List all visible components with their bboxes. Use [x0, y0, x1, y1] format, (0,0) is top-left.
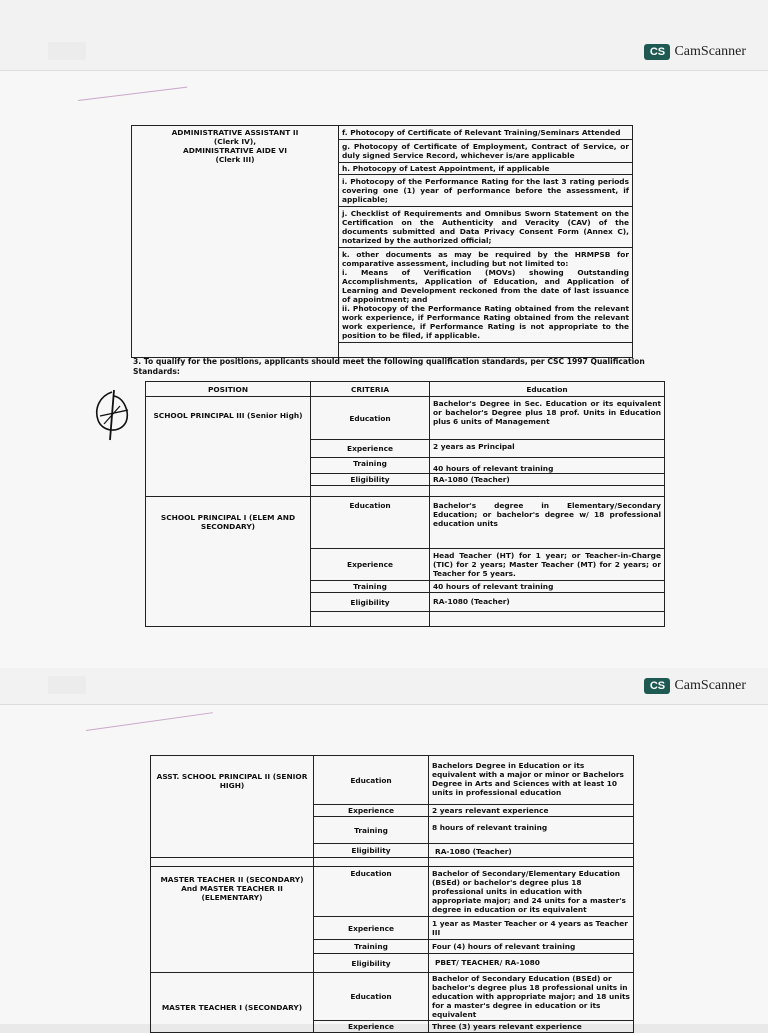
- criteria-name: Eligibility: [314, 844, 429, 858]
- position-name: SCHOOL PRINCIPAL III (Senior High): [153, 411, 303, 420]
- handwritten-signature-icon: [90, 388, 134, 442]
- criteria-name: Training: [311, 581, 430, 593]
- position-name: ASST. SCHOOL PRINCIPAL II (SENIOR HIGH): [156, 772, 308, 790]
- requirement-item: f. Photocopy of Certificate of Relevant Training/Seminars Attended: [339, 126, 633, 140]
- criteria-name: Eligibility: [311, 474, 430, 486]
- position-cell: [146, 497, 311, 627]
- criteria-value: Bachelor of Secondary/Elementary Education (BSEd) or bachelor's degree plus 18 professional units in education with appropriate major; and 24 units for a master's degree in education or its equivalent: [429, 867, 634, 917]
- criteria-name: Training: [314, 817, 429, 844]
- position-line: ADMINISTRATIVE AIDE VI: [183, 146, 287, 155]
- empty-cell: [430, 486, 665, 497]
- criteria-value: Three (3) years relevant experience: [429, 1021, 634, 1033]
- position-name: SCHOOL PRINCIPAL I (ELEM AND SECONDARY): [160, 513, 296, 531]
- criteria-value: 8 hours of relevant training: [429, 817, 634, 844]
- criteria-value: 2 years as Principal: [430, 440, 665, 458]
- criteria-name: Eligibility: [311, 593, 430, 612]
- criteria-name: Education: [311, 397, 430, 440]
- camscanner-brand: [644, 44, 746, 60]
- requirement-item: h. Photocopy of Latest Appointment, if applicable: [339, 163, 633, 175]
- requirement-item: k. other documents as may be required by the HRMPSB for comparative assessment, including but not limited to: i. Means of Verification (MOVs) showing Outstanding Accomplishments, Application of Education, and Application of Learning and Development reckoned from the date of last issuance of appointment; and ii. Photocopy of the Performance Rating obtained from the relevant work experience, if Performance Rating obtained from the relevant work experience, if Performance Rating is not appropriate to the position to be filed, if applicable.: [339, 248, 633, 343]
- requirement-item: j. Checklist of Requirements and Omnibus Sworn Statement on the Certification on the Authenticity and Veracity (CAV) of the documents submitted and Data Privacy Consent Form (Annex C), notarized by the authorized official;: [339, 207, 633, 248]
- position-cell: [146, 397, 311, 497]
- requirements-table: [131, 125, 633, 358]
- position-cell: [151, 756, 314, 858]
- camscanner-brand: [644, 678, 746, 694]
- empty-cell: [314, 858, 429, 867]
- criteria-value: 1 year as Master Teacher or 4 years as Teacher III: [429, 917, 634, 940]
- criteria-name: Eligibility: [314, 954, 429, 973]
- criteria-value: Bachelors Degree in Education or its equivalent with a major or minor or Bachelors Degree in Arts and Sciences with at least 10 units in professional education: [429, 756, 634, 805]
- scanner-header: [0, 668, 768, 705]
- positions-cell: [132, 126, 339, 358]
- criteria-value: PBET/ TEACHER/ RA-1080: [429, 954, 634, 973]
- column-header: CRITERIA: [311, 382, 430, 397]
- criteria-name: Experience: [314, 917, 429, 940]
- criteria-name: Experience: [311, 440, 430, 458]
- criteria-name: Education: [314, 867, 429, 917]
- camscanner-logo-icon: CS: [644, 44, 670, 60]
- criteria-value: 40 hours of relevant training: [430, 458, 665, 474]
- scanner-header: [0, 0, 768, 71]
- position-line: (Clerk IV),: [213, 137, 257, 146]
- empty-cell: [429, 858, 634, 867]
- criteria-value: Bachelor of Secondary Education (BSEd) or bachelor's degree plus 18 professional units in education with appropriate major; and 18 units for a master's degree in education or its equivalent: [429, 973, 634, 1021]
- criteria-value: Bachelor's Degree in Sec. Education or its equivalent or bachelor's Degree plus 18 prof. Units in Education plus 6 units of Management: [430, 397, 665, 440]
- criteria-value: 2 years relevant experience: [429, 805, 634, 817]
- column-header: POSITION: [146, 382, 311, 397]
- empty-cell: [311, 486, 430, 497]
- empty-cell: [311, 612, 430, 627]
- pen-mark: [86, 712, 213, 731]
- qualification-table-continued: [150, 755, 634, 1033]
- header-placeholder-box: [48, 42, 86, 60]
- position-line: (Clerk III): [215, 155, 255, 164]
- criteria-value: 40 hours of relevant training: [430, 581, 665, 593]
- criteria-value: RA-1080 (Teacher): [430, 593, 665, 612]
- criteria-name: Training: [314, 940, 429, 954]
- header-placeholder-box: [48, 676, 86, 694]
- position-line: ADMINISTRATIVE ASSISTANT II: [171, 128, 299, 137]
- criteria-name: Education: [314, 756, 429, 805]
- qualification-table: [145, 381, 665, 627]
- criteria-value: Four (4) hours of relevant training: [429, 940, 634, 954]
- criteria-name: Education: [314, 973, 429, 1021]
- criteria-value: Head Teacher (HT) for 1 year; or Teacher-in-Charge (TIC) for 2 years; Master Teacher (MT) for 2 years; or Teacher for 5 years.: [430, 549, 665, 581]
- criteria-value: Bachelor's degree in Elementary/Secondary Education; or bachelor's degree w/ 18 professional education units: [430, 497, 665, 549]
- criteria-name: Experience: [311, 549, 430, 581]
- pen-mark: [78, 87, 187, 101]
- criteria-name: Education: [311, 497, 430, 549]
- empty-cell: [151, 858, 314, 867]
- column-header: Education: [430, 382, 665, 397]
- criteria-value: RA-1080 (Teacher): [430, 474, 665, 486]
- camscanner-logo-icon: CS: [644, 678, 670, 694]
- position-name: MASTER TEACHER II (SECONDARY) And MASTER TEACHER II (ELEMENTARY): [160, 875, 304, 902]
- criteria-name: Experience: [314, 805, 429, 817]
- criteria-name: Training: [311, 458, 430, 474]
- qualification-intro: 3. To qualify for the positions, applicants should meet the following qualification standards, per CSC 1997 Qualification Standards:: [133, 357, 645, 376]
- requirement-item: i. Photocopy of the Performance Rating for the last 3 rating periods covering one (1) year of performance before the assessment, if applicable;: [339, 175, 633, 207]
- empty-cell: [339, 343, 633, 358]
- camscanner-name: CamScanner: [674, 44, 746, 59]
- camscanner-name: CamScanner: [674, 678, 746, 693]
- requirement-item: g. Photocopy of Certificate of Employment, Contract of Service, or duly signed Service Record, whichever is/are applicable: [339, 140, 633, 163]
- position-name: MASTER TEACHER I (SECONDARY): [161, 1003, 303, 1012]
- position-cell: [151, 867, 314, 973]
- criteria-value: RA-1080 (Teacher): [429, 844, 634, 858]
- scanned-page-2: [0, 668, 768, 1031]
- empty-cell: [430, 612, 665, 627]
- criteria-name: Experience: [314, 1021, 429, 1033]
